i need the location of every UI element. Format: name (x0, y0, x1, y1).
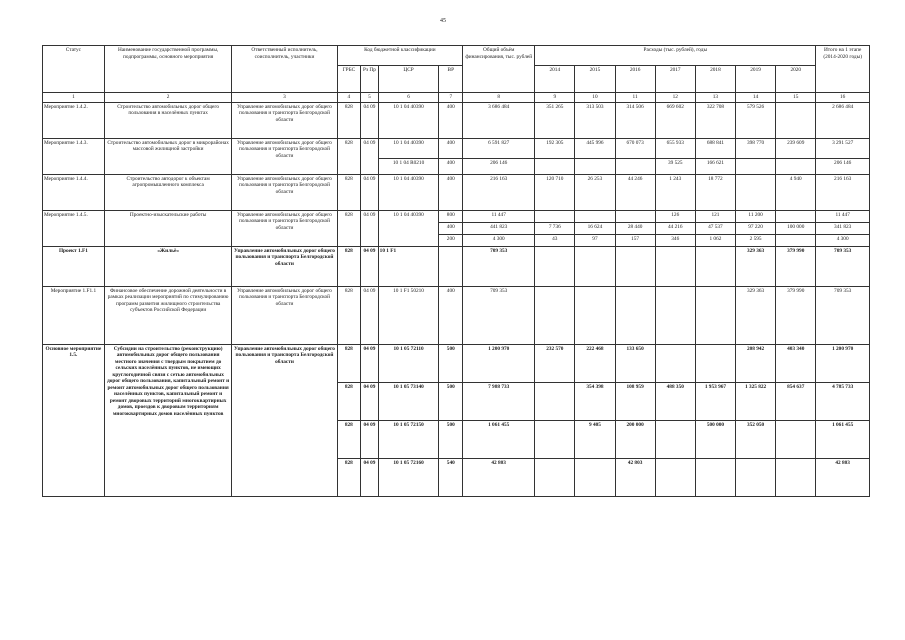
cell-vr: 400 (439, 102, 463, 138)
cell-rzpr: 04 09 (361, 174, 379, 210)
row-status: Основное мероприятие 1.5. (43, 344, 105, 496)
cell-total: 709 353 (463, 286, 535, 344)
cell-total: 7 988 733 (463, 382, 535, 420)
cell-itogo: 3 291 527 (816, 138, 870, 158)
cell-value: 47 537 (695, 222, 735, 234)
cell-csr: 10 1 04 R0210 (378, 158, 439, 174)
cell-value: 44 216 (655, 222, 695, 234)
cell-rzpr: 04 09 (361, 102, 379, 138)
cell-csr: 10 1 05 72160 (378, 458, 439, 496)
cell-total: 206 146 (463, 158, 535, 174)
row-executor: Управление автомобильных дорог общего пользования и транспорта Белгородской области (232, 344, 337, 496)
cell-grbs: 828 (337, 286, 361, 344)
cell-value: 26 253 (575, 174, 615, 210)
cell-value (575, 286, 615, 344)
header-year-2019: 2019 (736, 66, 776, 93)
cell-grbs: 828 (337, 382, 361, 420)
cell-value: 9 405 (575, 420, 615, 458)
cell-vr: 540 (439, 458, 463, 496)
cell-total: 709 353 (463, 246, 535, 286)
header-year-2017: 2017 (655, 66, 695, 93)
cell-value: 1 325 822 (736, 382, 776, 420)
cell-value (615, 246, 655, 286)
column-index: 7 (439, 93, 463, 103)
header-status: Статус (43, 46, 105, 93)
table-row (43, 286, 870, 344)
column-index: 5 (361, 93, 379, 103)
cell-rzpr: 04 09 (361, 286, 379, 344)
cell-grbs: 828 (337, 344, 361, 382)
cell-vr: 400 (439, 174, 463, 210)
cell-value (776, 158, 816, 174)
header-year-2016: 2016 (615, 66, 655, 93)
cell-value (615, 210, 655, 222)
cell-itogo: 2 686 484 (816, 102, 870, 138)
cell-csr: 10 1 04 40390 (378, 210, 439, 246)
cell-value (655, 344, 695, 382)
cell-value: 688 841 (695, 138, 735, 158)
cell-value: 239 609 (776, 138, 816, 158)
table-row (43, 174, 870, 210)
column-index: 1 (43, 93, 105, 103)
table-row (43, 246, 870, 286)
cell-value (736, 458, 776, 496)
cell-itogo: 1 061 455 (816, 420, 870, 458)
cell-value: 329 363 (736, 286, 776, 344)
cell-rzpr: 04 09 (361, 458, 379, 496)
cell-value: 18 772 (695, 174, 735, 210)
cell-value: 166 621 (695, 158, 735, 174)
table-row (43, 344, 870, 382)
cell-value: 97 220 (736, 222, 776, 234)
header-expenses: Расходы (тыс. рублей), годы (535, 46, 816, 66)
cell-itogo: 4 300 (816, 234, 870, 246)
cell-value (535, 246, 575, 286)
cell-total: 6 591 827 (463, 138, 535, 158)
cell-value: 1 953 967 (695, 382, 735, 420)
cell-value: 28 440 (615, 222, 655, 234)
cell-vr: 400 (439, 158, 463, 174)
column-index: 14 (736, 93, 776, 103)
cell-itogo: 341 823 (816, 222, 870, 234)
cell-value: 669 602 (655, 102, 695, 138)
cell-value: 329 363 (736, 246, 776, 286)
cell-value (575, 458, 615, 496)
cell-total: 441 823 (463, 222, 535, 234)
cell-value (535, 458, 575, 496)
cell-value: 379 990 (776, 246, 816, 286)
header-rzpr: Рз Пр (361, 66, 379, 93)
cell-value (575, 210, 615, 222)
cell-value: 121 (695, 210, 735, 222)
cell-vr: 500 (439, 382, 463, 420)
cell-value: 200 000 (615, 420, 655, 458)
cell-value (695, 458, 735, 496)
cell-value: 314 506 (615, 102, 655, 138)
table-row (43, 102, 870, 138)
cell-value: 108 959 (615, 382, 655, 420)
cell-itogo: 206 146 (816, 158, 870, 174)
cell-value: 44 246 (615, 174, 655, 210)
row-status: Мероприятие 1.4.4. (43, 174, 105, 210)
table-row (43, 210, 870, 222)
cell-total: 11 447 (463, 210, 535, 222)
cell-value: 655 933 (655, 138, 695, 158)
row-name: Субсидии на строительство (реконструкцию) автомобильных дорог общего пользования местного значения с твердым покрытием до сельских населённых пунктов, не имеющих круглогодичной связи с сетью автомобильных дорог общего пользования, капитальный ремонт и ремонт автомобильных дорог общего пользования населённых пунктов, капитальный ремонт и ремонт дворовых территорий многоквартирных домов, проездов к дворовым территориям многоквартирных домов населённых пунктов (104, 344, 232, 496)
cell-rzpr: 04 09 (361, 344, 379, 382)
cell-value: 7 736 (535, 222, 575, 234)
cell-itogo: 709 353 (816, 246, 870, 286)
row-name: Финансовое обеспечение дорожной деятельности в рамках реализации мероприятий по стимулированию программ развития жилищного строительства субъектов Российской Федерации (104, 286, 232, 344)
cell-csr: 10 1 F1 (378, 246, 439, 286)
column-index: 4 (337, 93, 361, 103)
cell-value: 39 525 (655, 158, 695, 174)
row-name: «Жильё» (104, 246, 232, 286)
row-executor: Управление автомобильных дорог общего пользования и транспорта Белгородской области (232, 138, 337, 174)
header-executor: Ответственный исполнитель, соисполнитель, участники (232, 46, 337, 93)
column-index: 3 (232, 93, 337, 103)
cell-value: 351 265 (535, 102, 575, 138)
cell-value: 322 708 (695, 102, 735, 138)
cell-total: 42 803 (463, 458, 535, 496)
cell-csr: 10 1 05 72150 (378, 420, 439, 458)
cell-value: 313 503 (575, 102, 615, 138)
cell-csr: 10 1 04 40390 (378, 174, 439, 210)
cell-value (655, 458, 695, 496)
cell-value (535, 382, 575, 420)
column-index: 2 (104, 93, 232, 103)
row-name: Строительство автомобильных дорог в микрорайонах массовой жилищной застройки (104, 138, 232, 174)
cell-itogo: 4 785 733 (816, 382, 870, 420)
cell-value: 500 000 (695, 420, 735, 458)
cell-value: 445 996 (575, 138, 615, 158)
cell-value: 157 (615, 234, 655, 246)
cell-value: 1 243 (655, 174, 695, 210)
cell-grbs: 828 (337, 210, 361, 246)
row-executor: Управление автомобильных дорог общего пользования и транспорта Белгородской области (232, 246, 337, 286)
cell-csr: 10 1 05 72110 (378, 344, 439, 382)
cell-value (535, 286, 575, 344)
cell-value: 43 (535, 234, 575, 246)
cell-value (695, 246, 735, 286)
row-status: Проект 1.F1 (43, 246, 105, 286)
cell-grbs: 828 (337, 174, 361, 210)
cell-value: 346 (655, 234, 695, 246)
cell-value (776, 102, 816, 138)
cell-grbs: 828 (337, 102, 361, 138)
cell-vr: 200 (439, 234, 463, 246)
cell-value (575, 246, 615, 286)
cell-value: 42 803 (615, 458, 655, 496)
cell-rzpr: 04 09 (361, 246, 379, 286)
cell-total: 4 300 (463, 234, 535, 246)
cell-rzpr: 04 09 (361, 138, 379, 174)
cell-value: 4 940 (776, 174, 816, 210)
header-csr: ЦСР (378, 66, 439, 93)
cell-rzpr: 04 09 (361, 420, 379, 458)
cell-vr: 500 (439, 344, 463, 382)
cell-vr (439, 246, 463, 286)
row-status: Мероприятие 1.4.5. (43, 210, 105, 246)
column-index: 16 (816, 93, 870, 103)
row-executor: Управление автомобильных дорог общего пользования и транспорта Белгородской области (232, 210, 337, 246)
row-status: Мероприятие 1.F1.1 (43, 286, 105, 344)
header-name: Наименование государственной программы, подпрограммы, основного мероприятия (104, 46, 232, 93)
cell-value: 1 062 (695, 234, 735, 246)
column-index: 13 (695, 93, 735, 103)
column-index: 8 (463, 93, 535, 103)
table-row (43, 138, 870, 158)
column-index: 9 (535, 93, 575, 103)
cell-value: 120 710 (535, 174, 575, 210)
cell-csr: 10 1 04 40390 (378, 138, 439, 158)
cell-csr: 10 1 04 40390 (378, 102, 439, 138)
header-total-volume: Общий объём финансирования, тыс. рублей (463, 46, 535, 93)
cell-value: 854 637 (776, 382, 816, 420)
cell-vr: 500 (439, 420, 463, 458)
cell-total: 1 200 970 (463, 344, 535, 382)
header-year-2018: 2018 (695, 66, 735, 93)
cell-value (776, 420, 816, 458)
cell-itogo: 42 803 (816, 458, 870, 496)
header-year-2015: 2015 (575, 66, 615, 93)
cell-value (655, 420, 695, 458)
header-itogo: Итого на 1 этапе (2014-2020 годы) (816, 46, 870, 93)
cell-value (776, 234, 816, 246)
column-index: 10 (575, 93, 615, 103)
row-executor: Управление автомобильных дорог общего пользования и транспорта Белгородской области (232, 174, 337, 210)
cell-grbs: 828 (337, 138, 361, 174)
cell-value: 2 595 (736, 234, 776, 246)
row-name: Строительство автодорог к объектам агропромышленного комплекса (104, 174, 232, 210)
header-budget-code: Код бюджетной классификации (337, 46, 463, 66)
header-year-2014: 2014 (535, 66, 575, 93)
cell-value (615, 286, 655, 344)
page-number: 45 (440, 18, 446, 24)
cell-value (776, 458, 816, 496)
column-index: 15 (776, 93, 816, 103)
cell-csr: 10 1 F1 50210 (378, 286, 439, 344)
column-index-row (43, 93, 870, 103)
cell-itogo: 709 353 (816, 286, 870, 344)
cell-value: 232 570 (535, 344, 575, 382)
cell-value (535, 158, 575, 174)
cell-total: 3 686 484 (463, 102, 535, 138)
cell-grbs: 828 (337, 420, 361, 458)
cell-value (615, 158, 655, 174)
cell-value: 133 650 (615, 344, 655, 382)
row-executor: Управление автомобильных дорог общего пользования и транспорта Белгородской области (232, 286, 337, 344)
row-name: Проектно-изыскательские работы (104, 210, 232, 246)
cell-value: 97 (575, 234, 615, 246)
cell-rzpr: 04 09 (361, 210, 379, 246)
cell-value: 670 073 (615, 138, 655, 158)
cell-total: 1 061 455 (463, 420, 535, 458)
cell-value (655, 286, 695, 344)
cell-value (575, 158, 615, 174)
cell-vr: 400 (439, 286, 463, 344)
cell-vr: 400 (439, 222, 463, 234)
cell-value (535, 420, 575, 458)
header-row-1 (43, 46, 870, 66)
cell-value (736, 174, 776, 210)
header-vr: ВР (439, 66, 463, 93)
cell-value (776, 210, 816, 222)
cell-grbs: 828 (337, 458, 361, 496)
cell-value: 208 942 (736, 344, 776, 382)
cell-value (695, 344, 735, 382)
cell-itogo: 1 200 970 (816, 344, 870, 382)
budget-expenses-table (42, 45, 870, 497)
cell-value (535, 210, 575, 222)
cell-value: 100 000 (776, 222, 816, 234)
row-executor: Управление автомобильных дорог общего пользования и транспорта Белгородской области (232, 102, 337, 138)
cell-total: 216 163 (463, 174, 535, 210)
cell-value (695, 286, 735, 344)
cell-itogo: 11 447 (816, 210, 870, 222)
cell-value: 11 200 (736, 210, 776, 222)
cell-value: 222 468 (575, 344, 615, 382)
row-status: Мероприятие 1.4.3. (43, 138, 105, 174)
cell-value: 192 305 (535, 138, 575, 158)
cell-value (655, 246, 695, 286)
cell-rzpr: 04 09 (361, 382, 379, 420)
column-index: 11 (615, 93, 655, 103)
cell-value (736, 158, 776, 174)
column-index: 6 (378, 93, 439, 103)
cell-value: 579 526 (736, 102, 776, 138)
header-year-2020: 2020 (776, 66, 816, 93)
cell-value: 379 990 (776, 286, 816, 344)
cell-value: 16 624 (575, 222, 615, 234)
cell-value: 126 (655, 210, 695, 222)
header-grbs: ГРБС (337, 66, 361, 93)
row-name: Строительство автомобильных дорог общего пользования в населённых пунктах (104, 102, 232, 138)
cell-value: 354 398 (575, 382, 615, 420)
cell-value: 403 340 (776, 344, 816, 382)
cell-value: 398 770 (736, 138, 776, 158)
cell-csr: 10 1 05 73140 (378, 382, 439, 420)
column-index: 12 (655, 93, 695, 103)
cell-itogo: 216 163 (816, 174, 870, 210)
cell-vr: 400 (439, 138, 463, 158)
row-status: Мероприятие 1.4.2. (43, 102, 105, 138)
cell-value: 488 350 (655, 382, 695, 420)
cell-value: 352 050 (736, 420, 776, 458)
cell-grbs: 828 (337, 246, 361, 286)
cell-vr: 800 (439, 210, 463, 222)
